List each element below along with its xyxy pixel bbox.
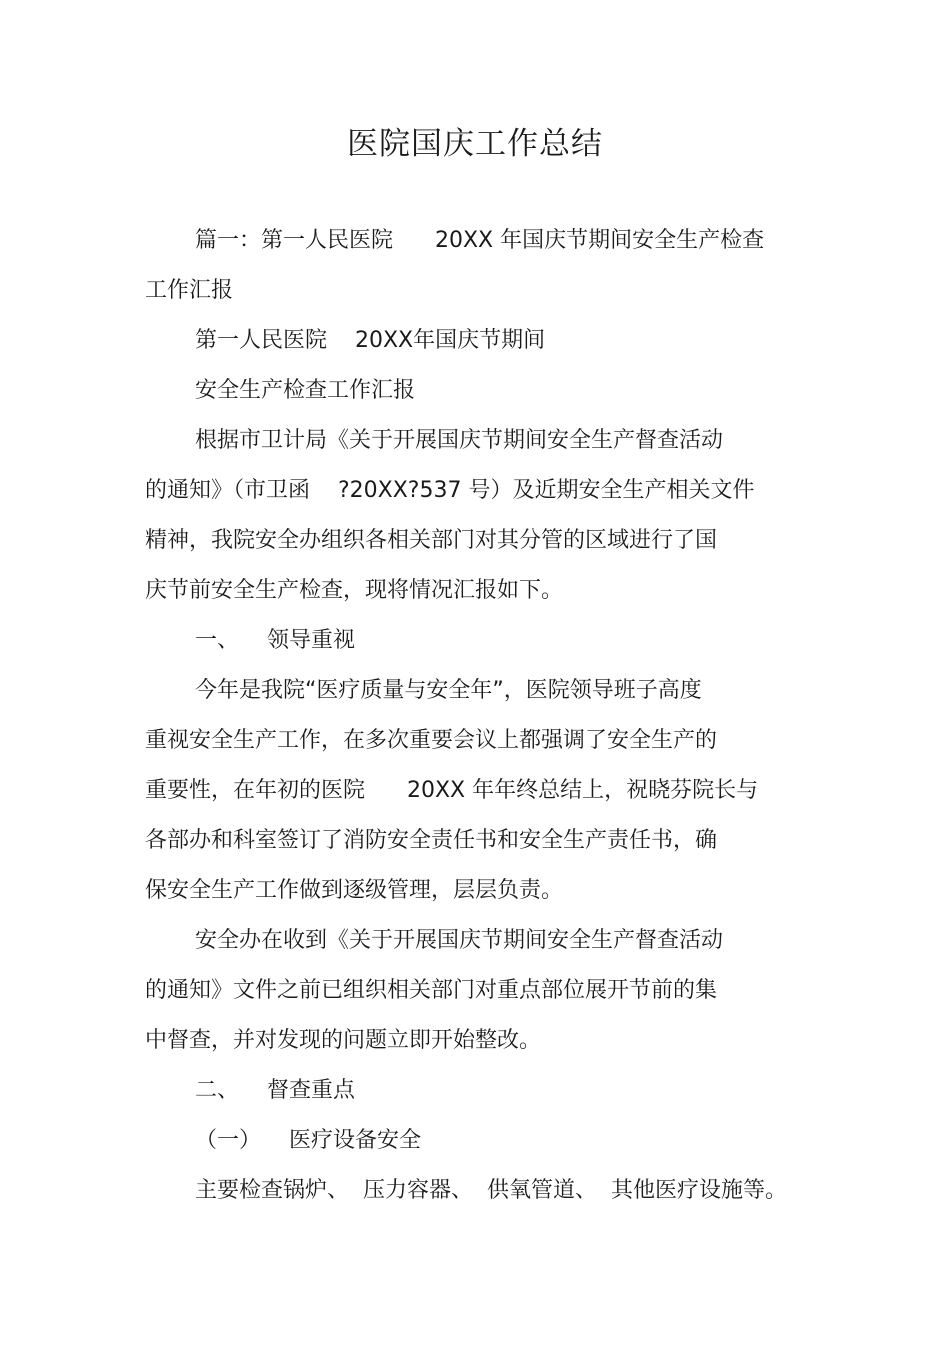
text-line: 中督查，并对发现的问题立即开始整改。 [145,1028,542,1053]
section-heading: 一、 领导重视 [195,628,355,653]
text-line: 的通知》（市卫函 ?20XX?537 号）及近期安全生产相关文件 [145,478,755,503]
text-line: 的通知》文件之前已组织相关部门对重点部位展开节前的集 [145,978,718,1003]
subsection-heading: （一） 医疗设备安全 [195,1128,421,1153]
text-line: 重要性，在年初的医院 20XX 年年终总结上，祝晓芬院长与 [145,778,759,803]
text-line: 各部办和科室签订了消防安全责任书和安全生产责任书，确 [145,828,718,853]
text-line: 精神，我院安全办组织各相关部门对其分管的区域进行了国 [145,528,718,553]
text-line: 今年是我院“医疗质量与安全年”，医院领导班子高度 [195,678,702,703]
section-heading: 二、 督查重点 [195,1078,355,1103]
text-line: 安全办在收到《关于开展国庆节期间安全生产督查活动 [195,928,724,953]
text-line: 安全生产检查工作汇报 [195,378,416,403]
text-line: 主要检查锅炉、 压力容器、 供氧管道、 其他医疗设施等。 [195,1178,787,1203]
text-line: 第一人民医院 20XX年国庆节期间 [195,328,546,353]
text-line: 工作汇报 [145,278,234,303]
text-line: 根据市卫计局《关于开展国庆节期间安全生产督查活动 [195,428,724,453]
text-line: 保安全生产工作做到逐级管理，层层负责。 [145,878,564,903]
document-title: 医院国庆工作总结 [347,126,603,162]
text-line: 重视安全生产工作，在多次重要会议上都强调了安全生产的 [145,728,718,753]
text-line: 篇一：第一人民医院 20XX 年国庆节期间安全生产检查 [195,228,765,253]
text-line: 庆节前安全生产检查，现将情况汇报如下。 [145,578,564,603]
